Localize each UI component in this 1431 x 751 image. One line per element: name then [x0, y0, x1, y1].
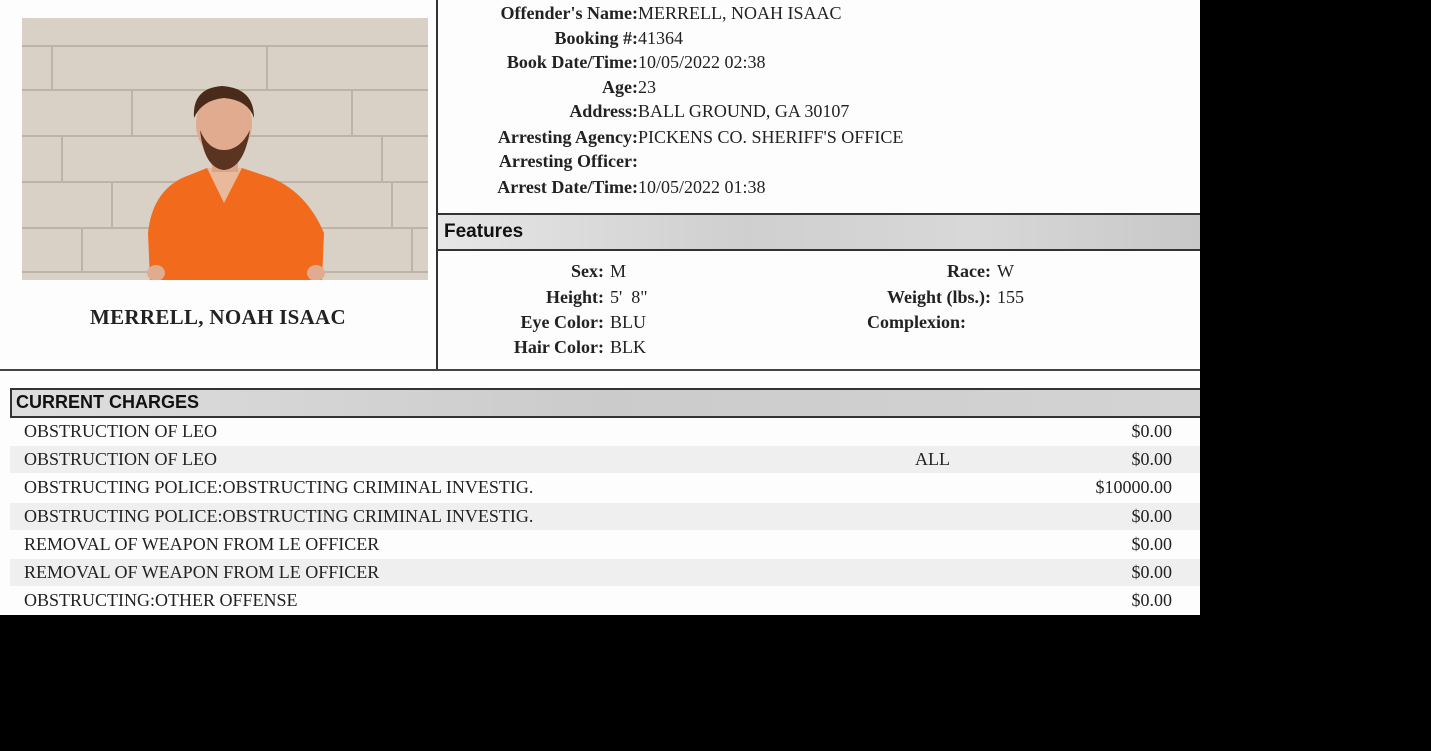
hair-color-value: BLK — [610, 337, 646, 357]
charge-description: REMOVAL OF WEAPON FROM LE OFFICER — [24, 533, 380, 554]
race-label: Race: — [947, 261, 991, 281]
arrest-datetime-label: Arrest Date/Time: — [497, 177, 638, 197]
arresting-officer-label: Arresting Officer: — [498, 151, 638, 171]
address-value: BALL GROUND, GA 30107 — [638, 101, 850, 121]
charge-row — [10, 503, 1200, 530]
eye-color-field — [438, 310, 646, 334]
mugshot-photo — [22, 18, 428, 280]
charge-description: OBSTRUCTING:OTHER OFFENSE — [24, 590, 298, 611]
charge-row — [10, 531, 1200, 558]
charge-description: OBSTRUCTING POLICE:OBSTRUCTING CRIMINAL INVESTIG. — [24, 505, 534, 526]
charge-note: ALL — [915, 449, 950, 470]
charge-row — [10, 474, 1200, 501]
offender-name-label: Offender's Name: — [500, 3, 638, 23]
sex-label: Sex: — [571, 261, 604, 281]
age-value: 23 — [638, 77, 656, 97]
charge-description: OBSTRUCTING POLICE:OBSTRUCTING CRIMINAL INVESTIG. — [24, 477, 534, 498]
eye-color-label: Eye Color: — [520, 312, 604, 332]
age-label: Age: — [602, 77, 638, 97]
height-label: Height: — [546, 287, 604, 307]
photo-caption-name: MERRELL, NOAH ISAAC — [90, 305, 346, 329]
charge-bond-amount: $0.00 — [1131, 449, 1172, 470]
charge-row — [10, 418, 1200, 445]
features-title: Features — [444, 221, 524, 242]
charge-row — [10, 587, 1200, 614]
eye-color-value: BLU — [610, 312, 646, 332]
charge-row — [10, 446, 1200, 473]
arresting-agency-value: PICKENS CO. SHERIFF'S OFFICE — [638, 127, 904, 147]
book-datetime-label: Book Date/Time: — [506, 52, 638, 72]
offender-name-value: MERRELL, NOAH ISAAC — [638, 3, 842, 23]
booking-number-value: 41364 — [638, 28, 683, 48]
charge-description: OBSTRUCTION OF LEO — [24, 449, 218, 470]
weight-field — [820, 285, 1024, 309]
features-header — [438, 213, 1200, 251]
charge-bond-amount: $10000.00 — [1095, 477, 1172, 498]
sex-field — [438, 259, 626, 283]
sex-value: M — [610, 261, 627, 281]
weight-value: 155 — [997, 287, 1024, 307]
charge-description: REMOVAL OF WEAPON FROM LE OFFICER — [24, 562, 380, 582]
charge-bond-amount: $0.00 — [1131, 590, 1172, 611]
charge-row — [10, 559, 1200, 586]
charge-bond-amount: $0.00 — [1131, 562, 1172, 582]
complexion-field — [820, 310, 972, 334]
charge-description: OBSTRUCTION OF LEO — [24, 421, 218, 441]
charge-bond-amount: $0.00 — [1131, 533, 1172, 554]
charge-bond-amount: $0.00 — [1131, 505, 1172, 526]
height-value: 5' 8" — [610, 287, 648, 307]
height-field — [438, 285, 648, 309]
current-charges-header — [10, 388, 1200, 418]
hair-color-label: Hair Color: — [513, 337, 604, 357]
book-datetime-value: 10/05/2022 02:38 — [638, 52, 766, 72]
race-value: W — [997, 261, 1014, 281]
current-charges-title: CURRENT CHARGES — [16, 392, 200, 412]
section-divider — [0, 369, 1200, 371]
arrest-datetime-value: 10/05/2022 01:38 — [638, 177, 766, 197]
race-field — [820, 259, 1014, 283]
arresting-agency-label: Arresting Agency: — [497, 127, 638, 147]
booking-number-label: Booking #: — [554, 28, 638, 48]
charge-bond-amount: $0.00 — [1131, 421, 1172, 441]
complexion-label: Complexion: — [867, 312, 966, 332]
address-label: Address: — [569, 101, 638, 121]
hair-color-field — [438, 335, 646, 359]
weight-label: Weight (lbs.): — [886, 287, 991, 307]
